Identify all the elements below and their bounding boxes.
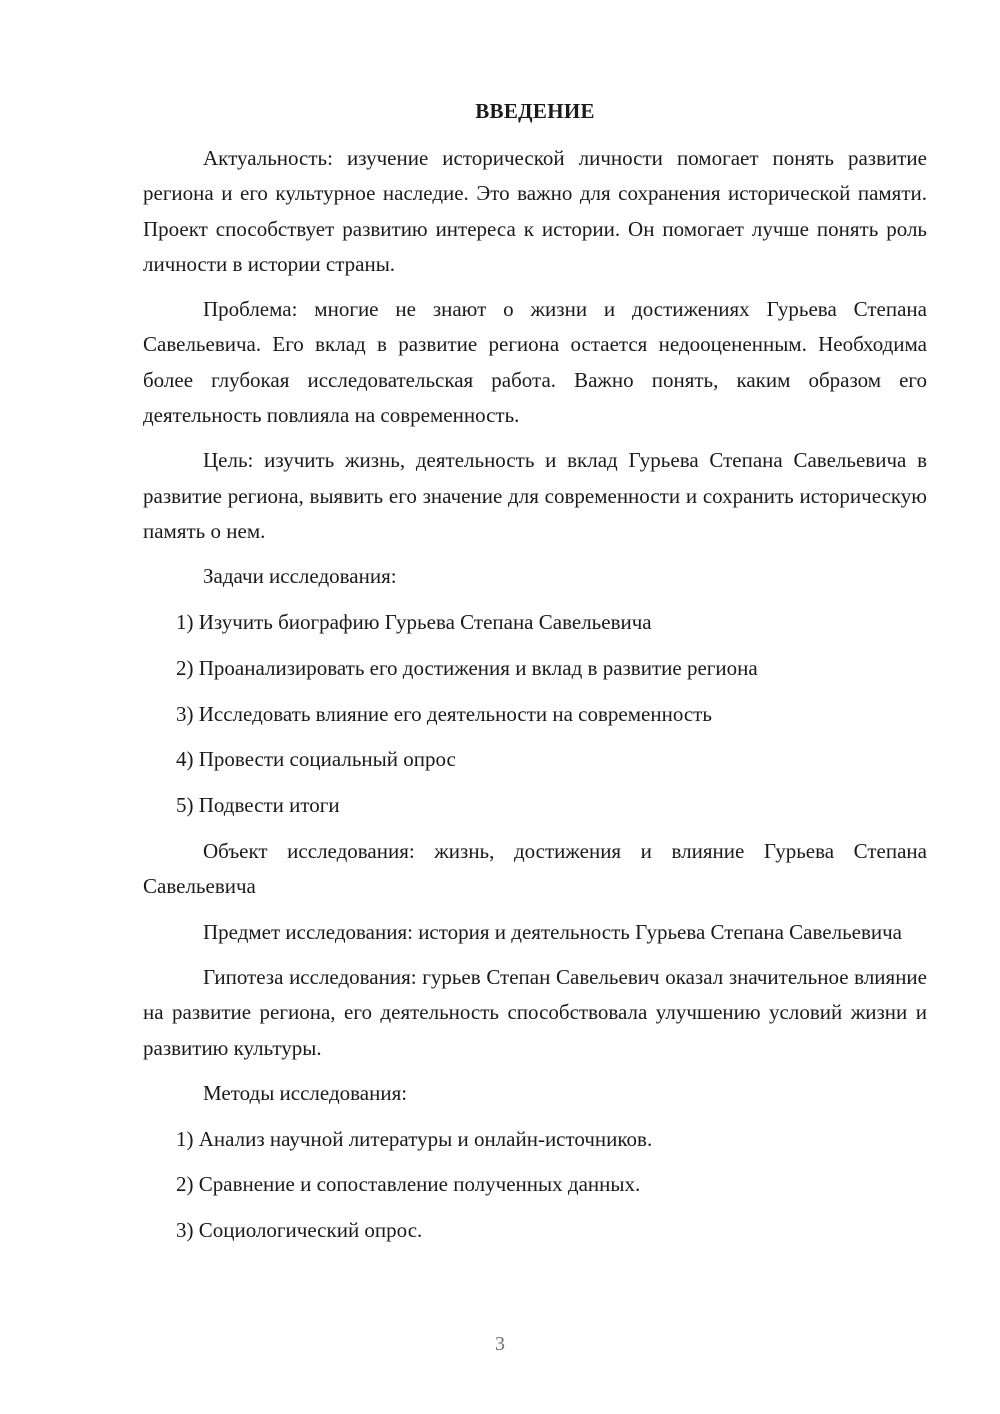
subject-paragraph: Предмет исследования: история и деятельность Гурьева Степана Савельевича: [203, 919, 902, 944]
task-item: 1) Изучить биографию Гурьева Степана Савельевича: [176, 610, 652, 635]
problem-paragraph: Проблема: многие не знают о жизни и достижениях Гурьева Степана Савельевича. Его вклад в развитие региона остается недооцененным. Необходима более глубокая исследовательская работа. Важно понять, каким образом его деятельность повлияла на современность.: [143, 297, 927, 428]
method-item: 1) Анализ научной литературы и онлайн-источников.: [176, 1126, 653, 1151]
document-page: [143, 95, 927, 1259]
methods-heading: Методы исследования:: [203, 1080, 408, 1105]
hypothesis-paragraph: Гипотеза исследования: гурьев Степан Савельевич оказал значительное влияние на развитие региона, его деятельность способствовала улучшению условий жизни и развитию культуры.: [143, 964, 927, 1060]
method-item: 3) Социологический опрос.: [176, 1218, 423, 1243]
relevance-paragraph: Актуальность: изучение исторической личности помогает понять развитие региона и его культурное наследие. Это важно для сохранения исторической памяти. Проект способствует развитию интереса к истории. Он помогает лучше понять роль личности в истории страны.: [143, 146, 927, 276]
task-item: 3) Исследовать влияние его деятельности на современность: [176, 701, 712, 726]
goal-paragraph: Цель: изучить жизнь, деятельность и вклад Гурьева Степана Савельевича в развитие региона, выявить его значение для современности и сохранить историческую память о нем.: [143, 448, 927, 543]
task-item: 5) Подвести итоги: [176, 793, 340, 818]
object-paragraph: Объект исследования: жизнь, достижения и влияние Гурьева Степана Савельевича: [143, 839, 927, 899]
task-item: 4) Провести социальный опрос: [176, 747, 456, 772]
tasks-heading: Задачи исследования:: [203, 564, 397, 589]
page-number: 3: [495, 1333, 505, 1355]
page-title: ВВЕДЕНИЕ: [475, 99, 595, 123]
task-item: 2) Проанализировать его достижения и вклад в развитие региона: [176, 655, 758, 680]
method-item: 2) Сравнение и сопоставление полученных данных.: [176, 1172, 641, 1197]
